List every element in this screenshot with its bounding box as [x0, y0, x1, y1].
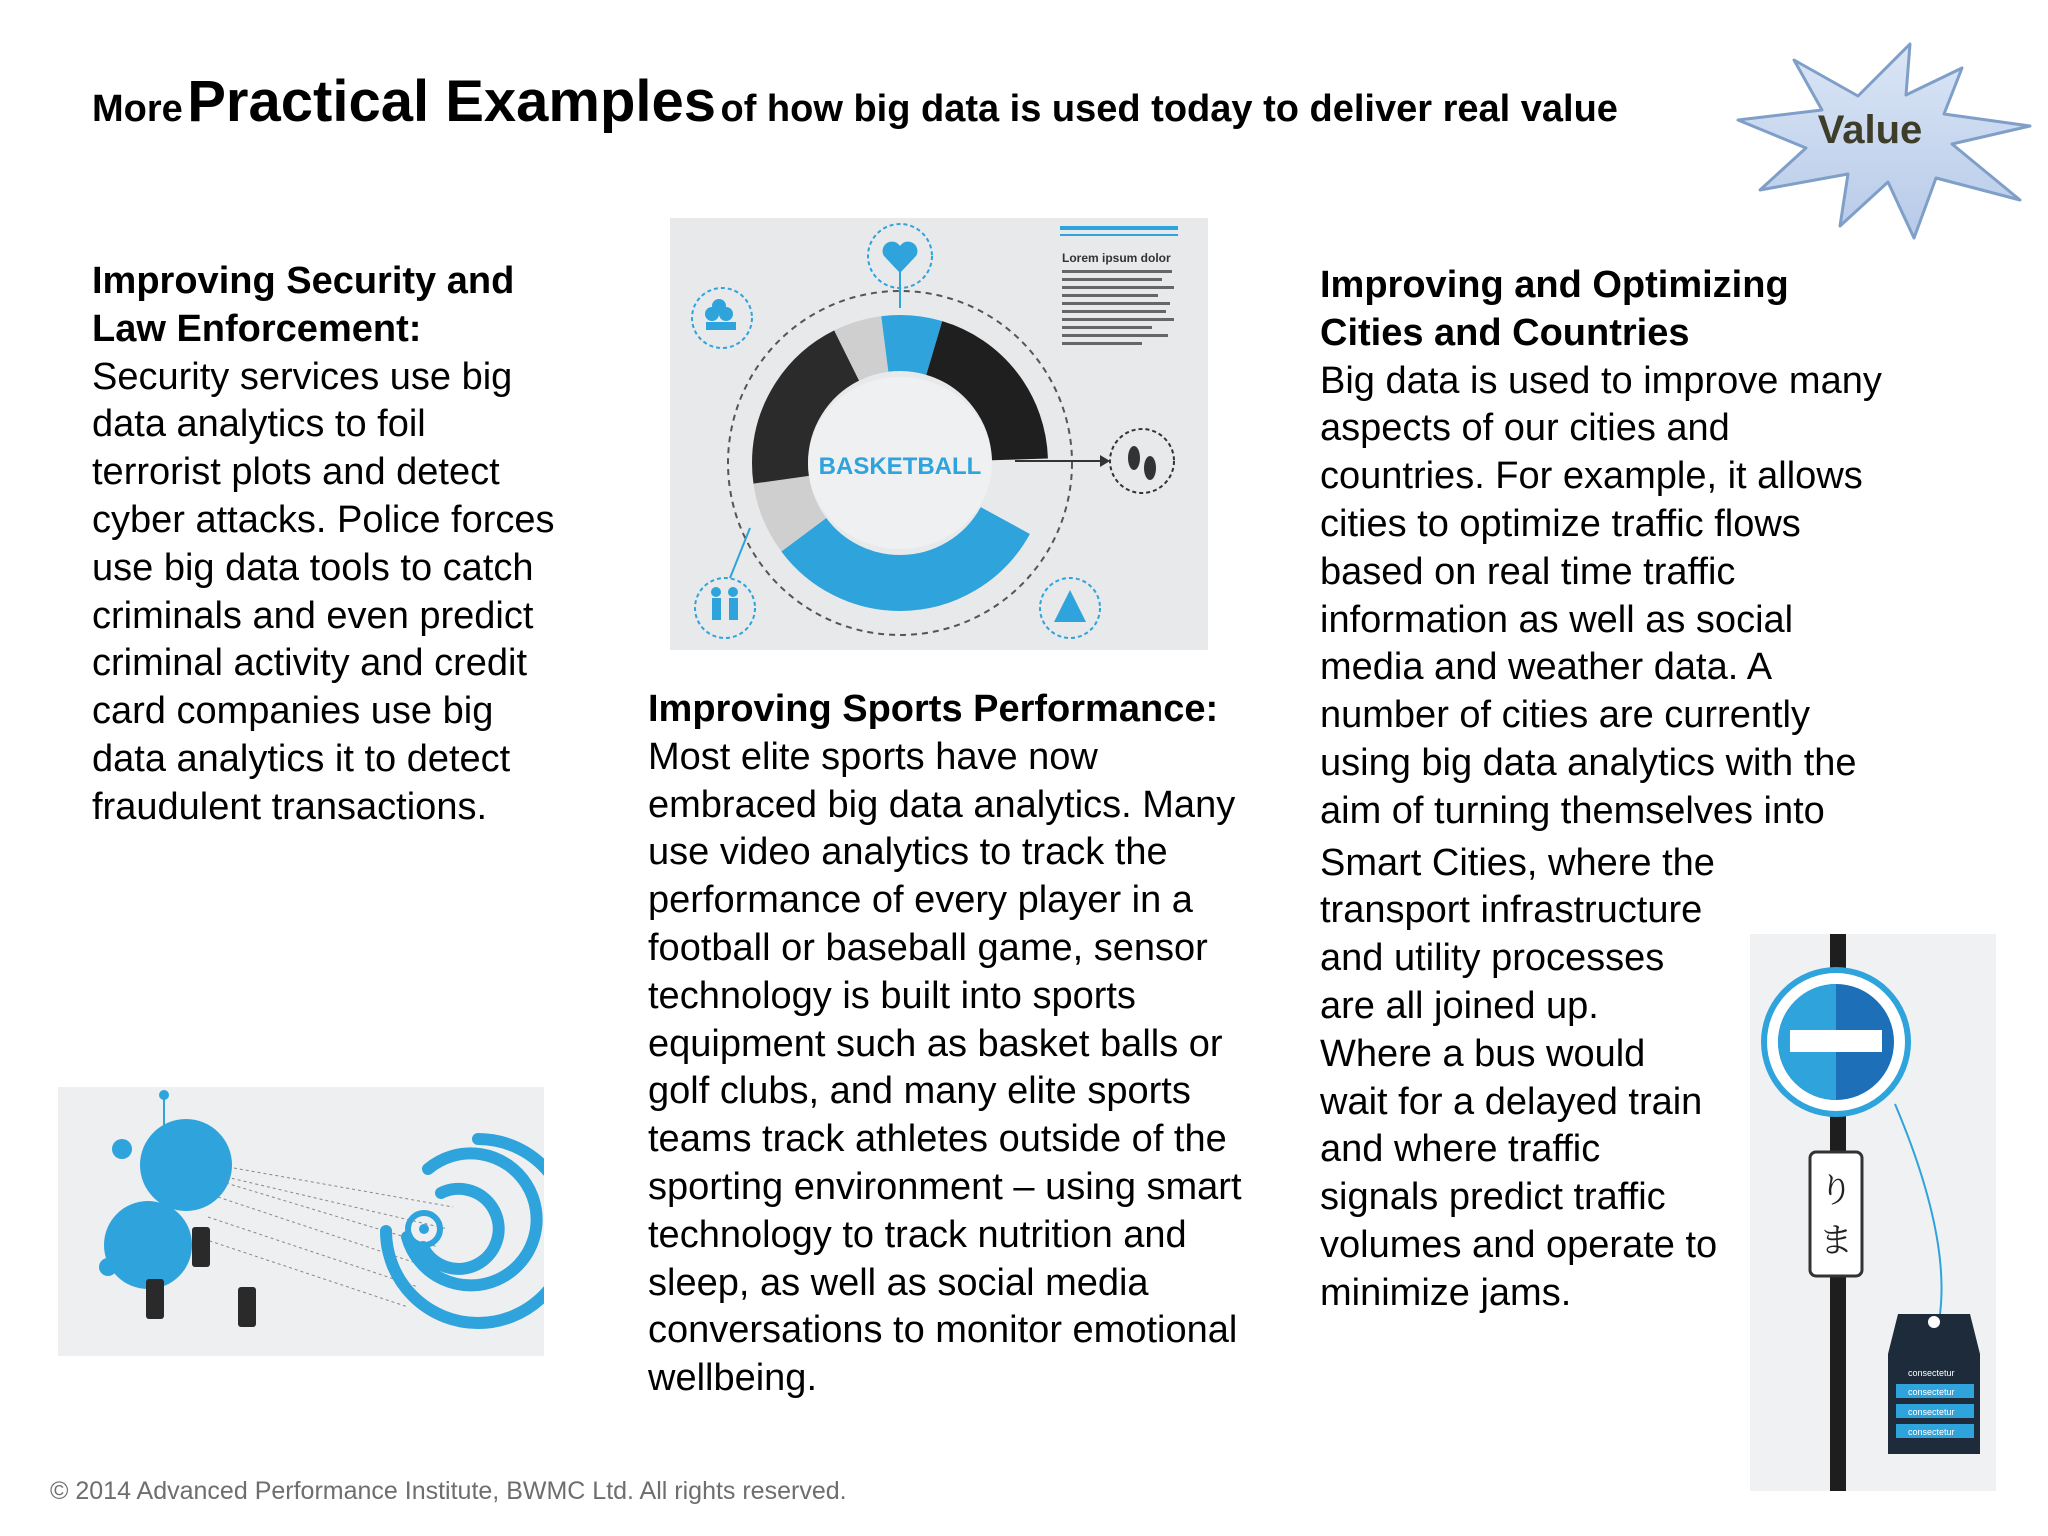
team-icon — [692, 288, 752, 348]
street-sign-image — [1750, 934, 1996, 1491]
basketball-infographic — [670, 218, 1208, 650]
basketball-center-label: BASKETBALL — [818, 453, 982, 480]
security-body: Security services use big data analytics to foil terrorist plots and detect cyber attacks. Police forces use big data tools to catch criminals and even predict criminal activity and credit card companies use big data analytics it to detect fraudulent transactions. — [92, 355, 555, 828]
sports-heading: Improving Sports Performance: — [648, 688, 1219, 730]
info-bubble-bottom — [104, 1201, 192, 1289]
title-prefix: More — [92, 88, 183, 130]
security-heading: Improving Security and Law Enforcement: — [92, 260, 515, 350]
tag-line-4: consectetur — [1908, 1427, 1955, 1437]
tent-icon — [1040, 578, 1100, 638]
cities-heading: Improving and Optimizing Cities and Countries — [1320, 264, 1789, 354]
value-badge-label: Value — [1817, 108, 1923, 152]
section-security — [92, 258, 562, 832]
section-sports — [648, 686, 1268, 1403]
security-infographic — [58, 1087, 544, 1356]
footprints-icon — [1110, 429, 1174, 493]
sign-glyph-2: ま — [1819, 1221, 1853, 1261]
tag-line-1: consectetur — [1908, 1368, 1955, 1378]
people-icon — [695, 578, 755, 638]
cities-body-part1: Big data is used to improve many aspects of our cities and countries. For example, it allows cities to optimize traffic flows based on real time traffic information as well as social media and weather data. A number of cities are currently using big data analytics with the aim of turning themselves into — [1320, 359, 1882, 832]
tag-line-2: consectetur — [1908, 1387, 1955, 1397]
cities-body-part2: Smart Cities, where the transport infrastructure and utility processes are all joined up. Where a bus would wait for a delayed train and where traffic signals predict traffic volumes and operate to minimize jams. — [1320, 841, 1718, 1314]
title-suffix: of how big data is used today to deliver real value — [720, 88, 1618, 130]
sports-body: Most elite sports have now embraced big data analytics. Many use video analytics to track the performance of every player in a football or baseball game, sensor technology is built into sports equipment such as basket balls or golf clubs, and many elite sports teams track athletes outside of the sporting environment – using smart technology to track nutrition and sleep, as well as social media conversations to monitor emotional wellbeing. — [648, 735, 1242, 1400]
title-main: Practical Examples — [187, 69, 717, 134]
copyright-footer: © 2014 Advanced Performance Institute, BWMC Ltd. All rights reserved. — [50, 1477, 847, 1505]
tag-line-3: consectetur — [1908, 1407, 1955, 1417]
sign-glyph-1: り — [1819, 1171, 1853, 1211]
note-title: Lorem ipsum dolor — [1062, 251, 1171, 265]
slide-title — [92, 68, 1618, 135]
